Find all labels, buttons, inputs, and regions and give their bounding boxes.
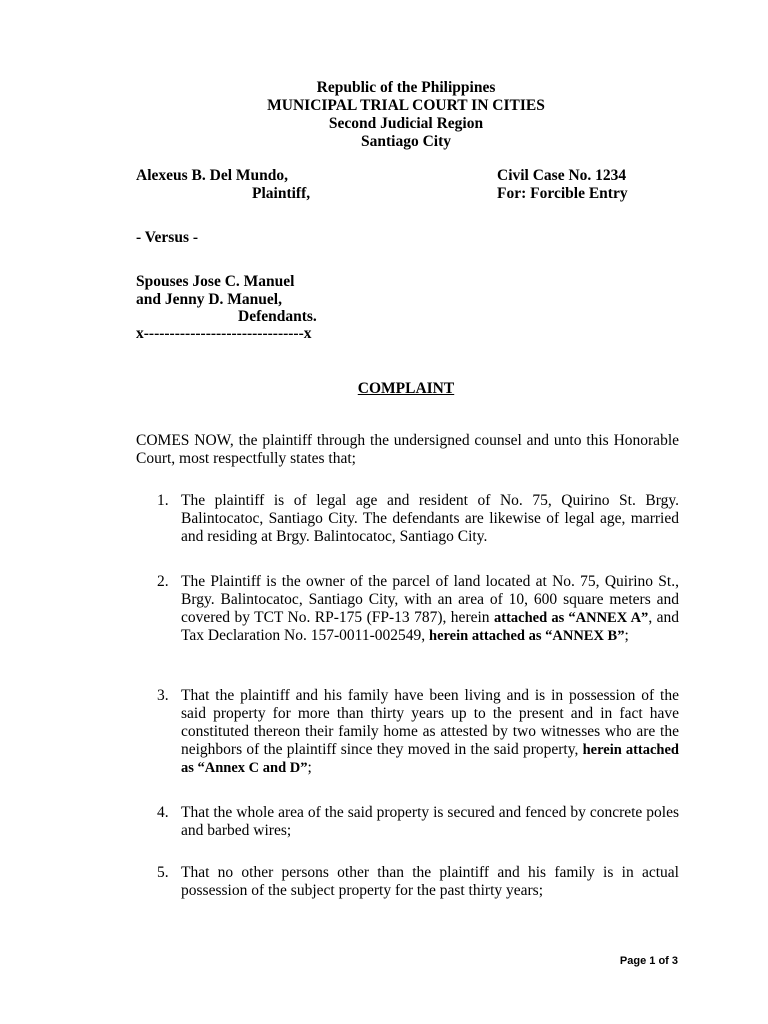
defendant-role: Defendants. [238, 308, 317, 325]
header-region: Second Judicial Region [328, 115, 484, 132]
defendant-line-1: Spouses Jose C. Manuel [136, 273, 295, 290]
item-text [181, 687, 679, 777]
case-number: Civil Case No. 1234 [497, 167, 627, 184]
allegation-item [157, 573, 679, 645]
allegation-item [157, 804, 679, 840]
annex-c-d-reference: herein attached as “Annex C and D” [181, 742, 679, 776]
item-text-part: , and Tax Declaration No. 157-0011-002549, [181, 609, 679, 644]
plaintiff-role: Plaintiff, [252, 185, 311, 202]
item-text-part: The Plaintiff is the owner of the parcel of land located at No. 75, Quirino St., Brgy. Balintocatoc, Santiago City, with an area of 10, 600 square meters and covered by TCT No. RP-175 (FP-13 787), herein [181, 573, 679, 626]
case-nature: For: Forcible Entry [497, 185, 628, 202]
item-text: That no other persons other than the plaintiff and his family is in actual possession of the subject property for the past thirty years; [181, 864, 679, 899]
defendant-line-2: and Jenny D. Manuel, [136, 291, 282, 308]
header-court: MUNICIPAL TRIAL COURT IN CITIES [267, 97, 545, 114]
page-number: Page 1 of 3 [619, 955, 678, 967]
header-city: Santiago City [361, 133, 451, 150]
document-title: COMPLAINT [357, 380, 455, 397]
caption-separator: x-------------------------------x [136, 325, 312, 342]
item-text: The plaintiff is of legal age and resident of No. 75, Quirino St. Brgy. Balintocatoc, Santiago City. The defendants are likewise of legal age, married and residing at Brgy. Balintocatoc, Santiago City. [181, 492, 679, 545]
allegation-item [157, 492, 679, 546]
item-number: 2. [157, 573, 169, 590]
item-text-part: ; [624, 627, 629, 644]
annex-a-reference: attached as “ANNEX A” [493, 610, 649, 626]
allegation-item [157, 687, 679, 777]
item-number: 3. [157, 687, 169, 704]
item-number: 4. [157, 804, 169, 821]
allegation-item [157, 864, 679, 900]
item-text [181, 573, 679, 645]
intro-paragraph: COMES NOW, the plaintiff through the undersigned counsel and unto this Honorable Court, most respectfully states that; [136, 432, 679, 467]
item-number: 5. [157, 864, 169, 881]
item-number: 1. [157, 492, 169, 509]
item-text-part: ; [307, 759, 312, 776]
plaintiff-name: Alexeus B. Del Mundo, [136, 167, 288, 184]
annex-b-reference: herein attached as “ANNEX B” [429, 628, 625, 644]
item-text: That the whole area of the said property is secured and fenced by concrete poles and barbed wires; [181, 804, 679, 839]
header-republic: Republic of the Philippines [316, 79, 496, 96]
versus-label: - Versus - [136, 229, 199, 246]
item-text-part: That the plaintiff and his family have been living and is in possession of the said property for more than thirty years up to the present and in fact have constituted thereon their family home as attested by two witnesses who are the neighbors of the plaintiff since they moved in the said property, [181, 687, 679, 758]
